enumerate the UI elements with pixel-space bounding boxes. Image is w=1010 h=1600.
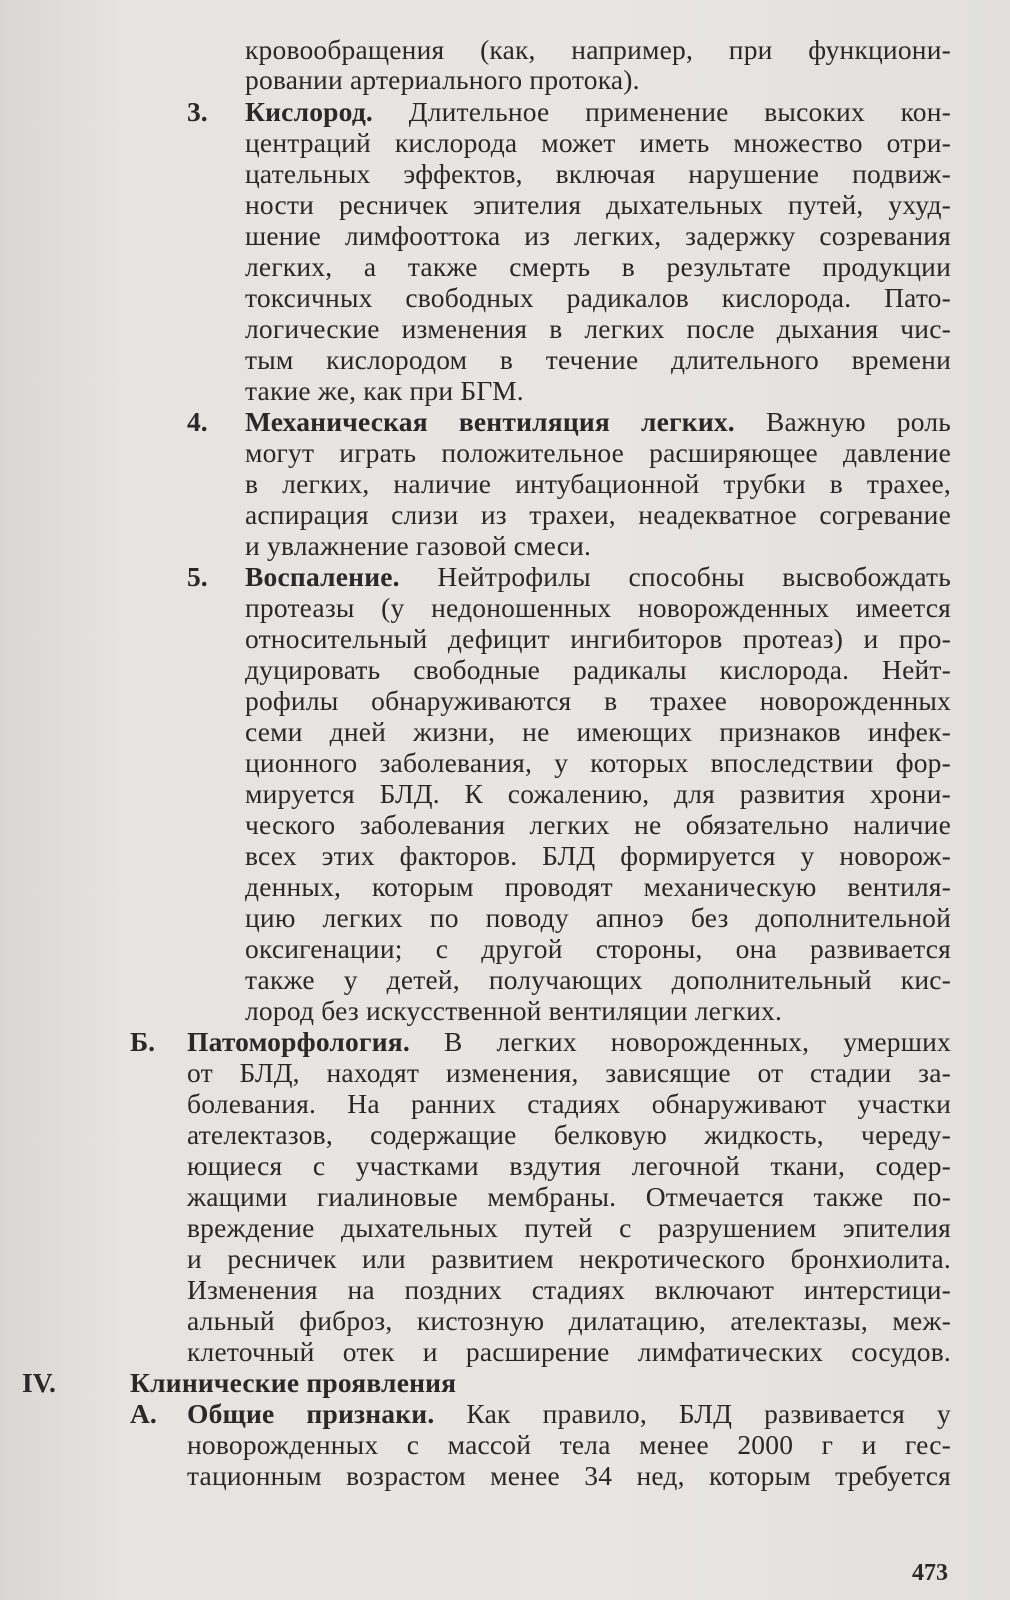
text-line: денных, которым проводят механическую вентиля-	[245, 871, 951, 902]
text-line: болевания. На ранних стадиях обнаруживают участки	[187, 1088, 951, 1119]
list-item-title: Механическая вентиляция легких.	[245, 406, 735, 437]
text-line: рофилы обнаруживаются в трахее новорожденных	[245, 685, 951, 716]
text-line: жащими гиалиновые мембраны. Отмечается также по-	[187, 1181, 951, 1212]
list-item-first-line	[245, 562, 951, 592]
text-line: новорожденных с массой тела менее 2000 г и гес-	[187, 1429, 951, 1460]
text-line: и ресничек или развитием некротического бронхиолита.	[187, 1243, 951, 1274]
text-line: Изменения на поздних стадиях включают интерстици-	[187, 1274, 951, 1305]
text-line: мируется БЛД. К сожалению, для развития хрони-	[245, 778, 951, 809]
text-line: вреждение дыхательных путей с разрушением эпителия	[187, 1212, 951, 1243]
list-item-title: Воспаление.	[245, 561, 400, 592]
text-line: относительный дефицит ингибиторов протеаз) и про-	[245, 623, 951, 654]
section-first-line	[187, 1399, 951, 1429]
text-line: альный фиброз, кистозную дилатацию, ателектазы, меж-	[187, 1305, 951, 1336]
list-item-number: 5.	[187, 561, 208, 592]
section-marker: Б.	[130, 1026, 156, 1057]
text-line: ности ресничек эпителия дыхательных путей, ухуд-	[245, 189, 951, 220]
list-item-number: 3.	[187, 96, 208, 127]
text-line: ровании артериального протока).	[245, 64, 640, 95]
text-line: такие же, как при БГМ.	[245, 375, 524, 406]
section-title: Общие признаки.	[187, 1398, 435, 1429]
list-item-first-line	[245, 407, 951, 437]
list-item-number: 4.	[187, 406, 208, 437]
chapter-marker: IV.	[22, 1367, 56, 1398]
text-line: семи дней жизни, не имеющих признаков инфек-	[245, 716, 951, 747]
text-line: протеазы (у недоношенных новорожденных имеется	[245, 592, 951, 623]
text-run: В легких новорожденных, умерших	[409, 1026, 951, 1057]
text-line: ционного заболевания, у которых впоследствии фор-	[245, 747, 951, 778]
text-line: от БЛД, находят изменения, зависящие от стадии за-	[187, 1057, 951, 1088]
text-line: лород без искусственной вентиляции легких.	[245, 995, 783, 1026]
text-line: ческого заболевания легких не обязательно наличие	[245, 809, 951, 840]
text-line: тым кислородом в течение длительного времени	[245, 344, 951, 375]
text-line: дуцировать свободные радикалы кислорода. Нейт-	[245, 654, 951, 685]
text-line: в легких, наличие интубационной трубки в трахее,	[245, 468, 951, 499]
text-line: также у детей, получающих дополнительный кис-	[245, 964, 951, 995]
text-line: ющиеся с участками вздутия легочной ткани, содер-	[187, 1150, 951, 1181]
section-marker: А.	[130, 1398, 157, 1429]
text-line: цательных эффектов, включая нарушение подвиж-	[245, 158, 951, 189]
text-line: токсичных свободных радикалов кислорода. Пато-	[245, 282, 951, 313]
page-number: 473	[912, 1560, 948, 1586]
text-line: аспирация слизи из трахеи, неадекватное согревание	[245, 499, 951, 530]
section-first-line	[187, 1027, 951, 1057]
text-line: логические изменения в легких после дыхания чис-	[245, 313, 951, 344]
text-line: и увлажнение газовой смеси.	[245, 530, 592, 561]
list-item-first-line	[245, 97, 951, 127]
text-line: оксигенации; с другой стороны, она развивается	[245, 933, 951, 964]
text-line: всех этих факторов. БЛД формируется у новорож-	[245, 840, 951, 871]
text-line: шение лимфооттока из легких, задержку созревания	[245, 220, 951, 251]
text-line: центраций кислорода может иметь множество отри-	[245, 127, 951, 158]
text-run: Как правило, БЛД развивается у	[434, 1398, 951, 1429]
text-run: Нейтрофилы способны высвобождать	[399, 561, 951, 592]
text-line: кровообращения (как, например, при функциони-	[245, 34, 951, 65]
text-line: цию легких по поводу апноэ без дополнительной	[245, 902, 951, 933]
text-line: клеточный отек и расширение лимфатических сосудов.	[187, 1336, 951, 1367]
text-line: легких, а также смерть в результате продукции	[245, 251, 951, 282]
text-line: могут играть положительное расширяющее давление	[245, 437, 951, 468]
section-heading: Клинические проявления	[130, 1367, 457, 1398]
text-line: ателектазов, содержащие белковую жидкость, череду-	[187, 1119, 951, 1150]
text-run: Важную роль	[734, 406, 951, 437]
text-line: тационным возрастом менее 34 нед, которым требуется	[187, 1460, 951, 1491]
text-run: Длительное применение высоких кон-	[373, 96, 951, 127]
list-item-title: Кислород.	[245, 96, 374, 127]
section-title: Патоморфология.	[187, 1026, 410, 1057]
